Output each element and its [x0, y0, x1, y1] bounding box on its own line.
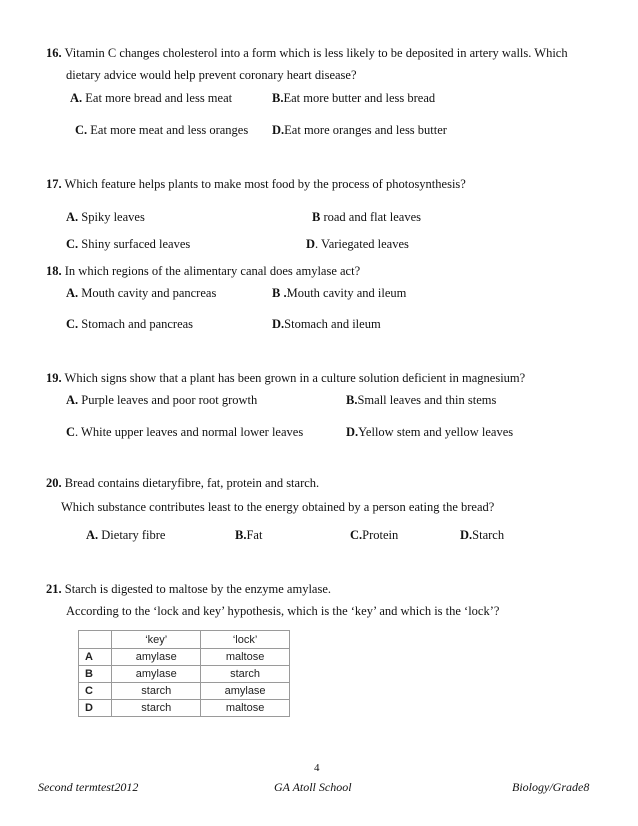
question-19-option-c[interactable]: C. White upper leaves and normal lower leaves	[66, 425, 304, 439]
lock-cell: amylase	[201, 683, 290, 700]
page-number: 4	[314, 762, 320, 774]
footer-right: Biology/Grade8	[512, 780, 590, 794]
footer-center: GA Atoll School	[274, 780, 352, 794]
question-number: 19.	[46, 371, 62, 385]
question-16-stem-line2: dietary advice would help prevent coronary heart disease?	[66, 68, 357, 82]
row-letter: D	[79, 700, 112, 717]
question-18-option-a[interactable]: A. Mouth cavity and pancreas	[66, 286, 217, 300]
question-18-option-c[interactable]: C. Stomach and pancreas	[66, 317, 194, 331]
question-16-option-b[interactable]: B.Eat more butter and less bread	[272, 91, 436, 105]
question-17-option-c[interactable]: C. Shiny surfaced leaves	[66, 237, 191, 251]
question-20-option-c[interactable]: C.Protein	[350, 528, 399, 542]
question-text: Which feature helps plants to make most food by the process of photosynthesis?	[64, 177, 466, 191]
question-number: 16.	[46, 46, 62, 60]
question-18-option-d[interactable]: D.Stomach and ileum	[272, 317, 381, 331]
question-19-option-d[interactable]: D.Yellow stem and yellow leaves	[346, 425, 514, 439]
question-16-option-c[interactable]: C. Eat more meat and less oranges	[75, 123, 249, 137]
question-20-stem	[46, 476, 319, 491]
question-20-option-b[interactable]: B.Fat	[235, 528, 263, 542]
question-21-stem	[46, 582, 331, 597]
question-17-stem	[46, 177, 466, 192]
question-text: In which regions of the alimentary canal does amylase act?	[64, 264, 361, 278]
question-21-stem-line2: According to the ‘lock and key’ hypothesis, which is the ‘key’ and which is the ‘lock’?	[66, 604, 500, 618]
question-text: Which signs show that a plant has been grown in a culture solution deficient in magnesium?	[64, 371, 526, 385]
key-cell: amylase	[112, 649, 201, 666]
lock-cell: maltose	[201, 649, 290, 666]
question-16-option-d[interactable]: D.Eat more oranges and less butter	[272, 123, 447, 137]
key-cell: starch	[112, 700, 201, 717]
question-17-option-a[interactable]: A. Spiky leaves	[66, 210, 145, 224]
key-cell: starch	[112, 683, 201, 700]
table-header-key: ‘key’	[112, 631, 201, 649]
question-text: Bread contains dietaryfibre, fat, protein and starch.	[64, 476, 320, 490]
question-number: 17.	[46, 177, 62, 191]
question-16-stem	[46, 46, 568, 61]
question-text: Vitamin C changes cholesterol into a form which is less likely to be deposited in artery walls. Which	[64, 46, 568, 60]
row-letter: A	[79, 649, 112, 666]
table-row[interactable]	[79, 683, 290, 700]
table-header-blank	[79, 631, 112, 649]
lock-cell: starch	[201, 666, 290, 683]
lock-and-key-table	[78, 630, 290, 717]
question-19-option-a[interactable]: A. Purple leaves and poor root growth	[66, 393, 258, 407]
question-20-option-d[interactable]: D.Starch	[460, 528, 505, 542]
question-text: Starch is digested to maltose by the enzyme amylase.	[64, 582, 331, 596]
lock-cell: maltose	[201, 700, 290, 717]
question-number: 20.	[46, 476, 62, 490]
table-header-row	[79, 631, 290, 649]
question-number: 18.	[46, 264, 62, 278]
question-20-stem-line2: Which substance contributes least to the energy obtained by a person eating the bread?	[61, 500, 495, 514]
question-18-stem	[46, 264, 360, 279]
table-header-lock: ‘lock’	[201, 631, 290, 649]
key-cell: amylase	[112, 666, 201, 683]
question-18-option-b[interactable]: B .Mouth cavity and ileum	[272, 286, 407, 300]
table-row[interactable]	[79, 666, 290, 683]
row-letter: B	[79, 666, 112, 683]
table-row[interactable]	[79, 649, 290, 666]
table-row[interactable]	[79, 700, 290, 717]
row-letter: C	[79, 683, 112, 700]
question-16-option-a[interactable]: A. Eat more bread and less meat	[70, 91, 233, 105]
question-17-option-d[interactable]: D. Variegated leaves	[306, 237, 409, 251]
footer-left: Second termtest2012	[38, 780, 139, 794]
question-number: 21.	[46, 582, 62, 596]
question-20-option-a[interactable]: A. Dietary fibre	[86, 528, 166, 542]
question-19-option-b[interactable]: B.Small leaves and thin stems	[346, 393, 497, 407]
question-19-stem	[46, 371, 525, 386]
question-17-option-b[interactable]: B road and flat leaves	[312, 210, 421, 224]
